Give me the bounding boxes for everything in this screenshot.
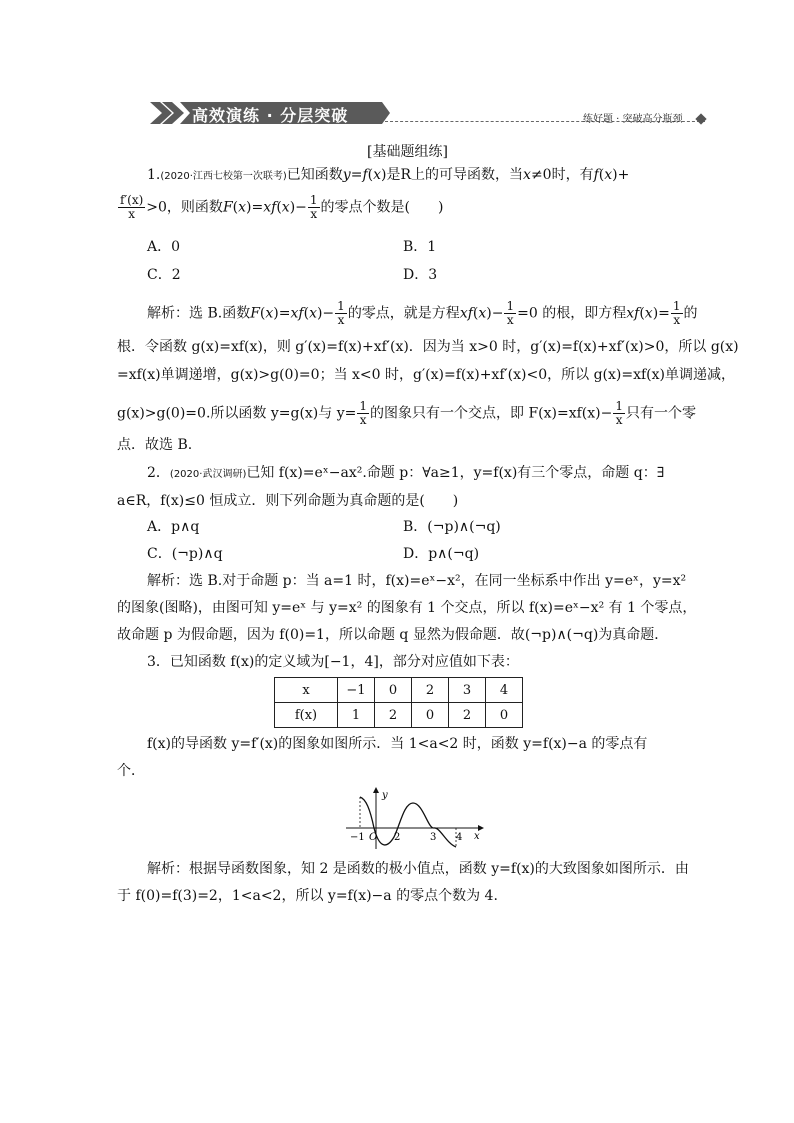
label-y: y (382, 790, 388, 801)
label-minus1: −1 (350, 832, 365, 843)
table-cell: 0 (375, 678, 412, 703)
q1-solution-2: 根．令函数 g(x)=xf(x)，则 g′(x)=f(x)+xf′(x)．因为当 x>0 时，g′(x)=f(x)+xf′(x)>0，所以 g(x) (117, 339, 739, 355)
table-row (275, 678, 523, 703)
q3-line-1: 3．已知函数 f(x)的定义域为[−1，4]，部分对应值如下表： (147, 654, 519, 670)
derivative-graph (338, 785, 488, 853)
label-origin: O (369, 832, 378, 843)
q1-line-1: 1.(2020·江西七校第一次联考)已知函数y=f(x)是R上的可导函数，当x≠0时，有f(x)+ (147, 167, 630, 183)
diamond-icon (695, 113, 706, 124)
q1-line-2: $\frac{f'(x)}{x}$ >0，则函数F(x)=xf(x)− $\frac{1}{x}$ 的零点个数是( ) (120, 193, 444, 221)
y-arrow-icon (373, 787, 379, 793)
table-cell: 2 (412, 678, 449, 703)
header-banner (150, 100, 390, 126)
table-cell: 3 (449, 678, 486, 703)
values-table (274, 677, 523, 728)
table-cell: x (275, 678, 338, 703)
table-cell: 1 (338, 703, 375, 728)
q3-after-1: f(x)的导函数 y=f′(x)的图象如图所示．当 1<a<2 时，函数 y=f(x)−a 的零点有 (147, 736, 648, 752)
q1-cond-fraction: $\frac{f'(x)}{x}$ (120, 193, 144, 221)
q1-option-a: A．0 (147, 239, 181, 255)
table-cell: 0 (486, 703, 523, 728)
section-title: [基础题组练] (367, 144, 448, 160)
q2-option-d: D．p∧(¬q) (403, 546, 480, 562)
q2-option-a: A．p∧q (147, 519, 200, 535)
q1-solution-5: 点．故选 B. (117, 437, 193, 453)
table-cell: 0 (412, 703, 449, 728)
q1-option-b: B．1 (403, 239, 437, 255)
table-cell: 2 (375, 703, 412, 728)
table-row (275, 703, 523, 728)
q3-after-2: 个． (117, 763, 145, 779)
banner-title: 高效演练 · 分层突破 (192, 106, 349, 125)
q2-solution-2: 的图象(图略)，由图可知 y=eˣ 与 y=x² 的图象有 1 个交点，所以 f(x)=eˣ−x² 有 1 个零点， (117, 600, 697, 616)
q2-line-1: 2．(2020·武汉调研)已知 f(x)=eˣ−ax².命题 p：∀a≥1，y=f(x)有三个零点，命题 q：∃ (147, 465, 665, 481)
table-cell: f(x) (275, 703, 338, 728)
q1-fraction: $\frac{1}{x}$ (309, 193, 318, 221)
q1-solution-3: =xf(x)单调递增，g(x)>g(0)=0；当 x<0 时，g′(x)=f(x)+xf′(x)<0，所以 g(x)=xf(x)单调递减， (117, 367, 735, 383)
label-four: 4 (456, 832, 463, 843)
label-three: 3 (430, 832, 437, 843)
q2-solution-1: 解析：选 B.对于命题 p：当 a=1 时，f(x)=eˣ−x²，在同一坐标系中作出 y=eˣ，y=x² (147, 573, 687, 589)
header-right-text: 练好题 · 突破高分瓶颈 (583, 114, 683, 125)
q3-solution-2: 于 f(0)=f(3)=2，1<a<2，所以 y=f(x)−a 的零点个数为 4. (117, 888, 498, 904)
q2-option-c: C．(¬p)∧q (147, 546, 223, 562)
q2-option-b: B．(¬p)∧(¬q) (403, 519, 501, 535)
q1-solution-1: 解析：选 B.函数F(x)=xf(x)− $\frac{1}{x}$ 的零点，就是方程xf(x)− $\frac{1}{x}$ =0 的根，即方程xf(x)= $\frac{1}{x}$ 的 (147, 299, 698, 327)
q1-option-d: D．3 (403, 267, 438, 283)
q1-solution-4: g(x)>g(0)=0.所以函数 y=g(x)与 y= $\frac{1}{x}$ 的图象只有一个交点，即 F(x)=xf(x)− $\frac{1}{x}$ 只有一个零 (117, 399, 696, 427)
label-x: x (474, 831, 480, 842)
table-cell: 4 (486, 678, 523, 703)
q1-option-c: C．2 (147, 267, 181, 283)
q2-line-2: a∈R，f(x)≤0 恒成立．则下列命题为真命题的是( ) (117, 493, 459, 509)
label-two: 2 (394, 832, 401, 843)
q3-solution-1: 解析：根据导函数图象，知 2 是函数的极小值点，函数 y=f(x)的大致图象如图所示．由 (147, 861, 689, 877)
q2-solution-3: 故命题 p 为假命题，因为 f(0)=1，所以命题 q 显然为假命题．故(¬p)∧(¬q)为真命题． (117, 627, 669, 643)
table-cell: 2 (449, 703, 486, 728)
table-cell: −1 (338, 678, 375, 703)
